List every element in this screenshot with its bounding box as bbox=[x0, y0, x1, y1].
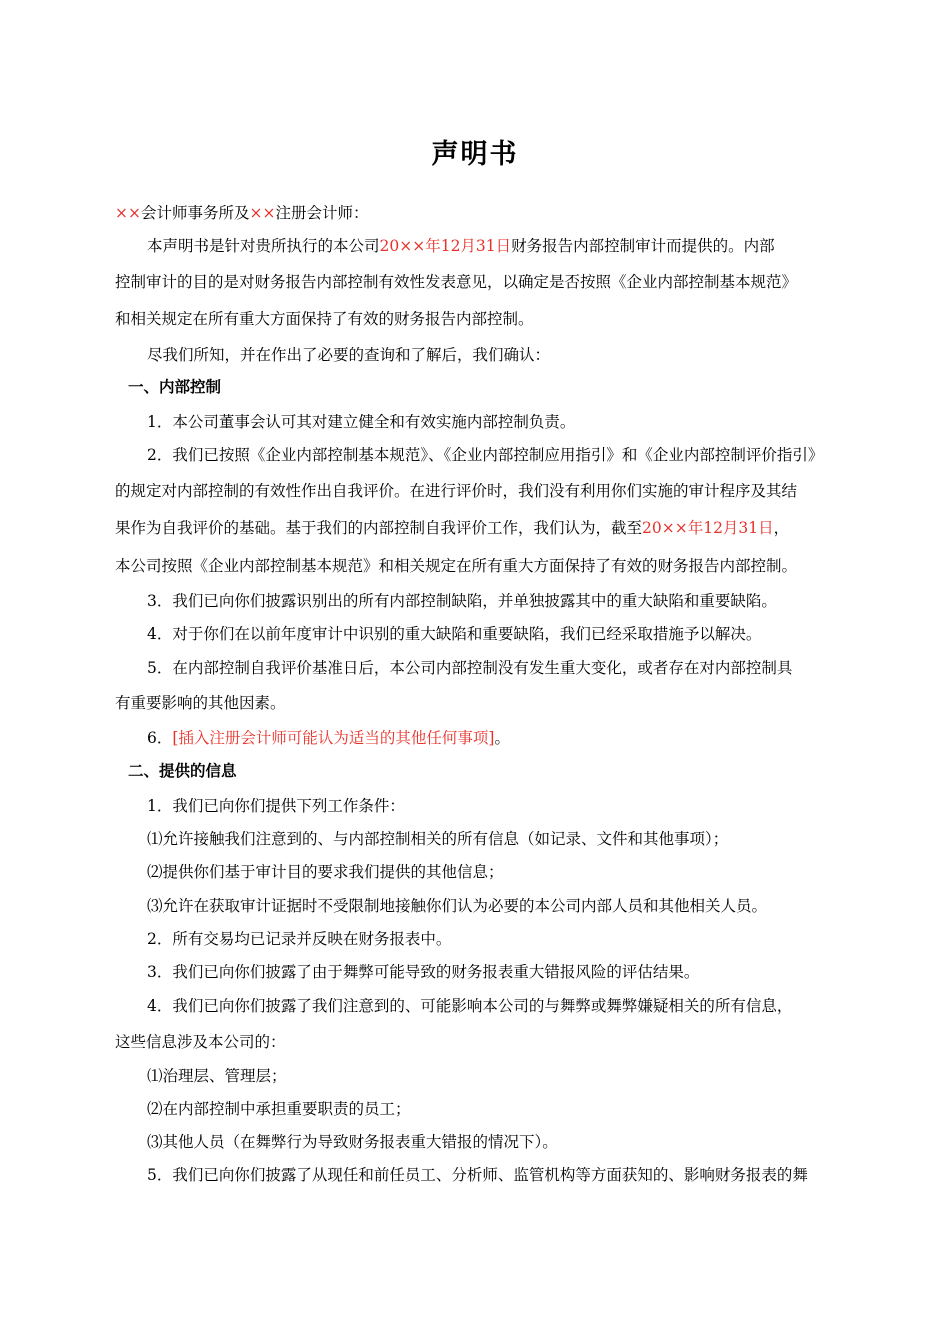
list-item: 1．我们已向你们提供下列工作条件： bbox=[147, 797, 405, 815]
intro-paragraph-line bbox=[147, 236, 840, 256]
section-heading-information-provided: 二、提供的信息 bbox=[128, 762, 237, 780]
intro-date: 20××年12月31日 bbox=[379, 237, 512, 255]
list-item-continuation: 有重要影响的其他因素。 bbox=[115, 694, 286, 712]
sub-list-item: ⑵在内部控制中承担重要职责的员工； bbox=[147, 1100, 411, 1118]
item-text: 果作为自我评价的基础。基于我们的内部控制自我评价工作，我们认为，截至 bbox=[115, 519, 643, 537]
sub-list-item: ⑴允许接触我们注意到的、与内部控制相关的所有信息（如记录、文件和其他事项）； bbox=[147, 830, 729, 848]
salutation-text: 会计师事务所及 bbox=[140, 204, 250, 222]
list-item: 3．我们已向你们披露识别出的所有内部控制缺陷，并单独披露其中的重大缺陷和重要缺陷。 bbox=[147, 592, 777, 610]
item-number: 6． bbox=[147, 729, 173, 747]
list-item: 2．我们已按照《企业内部控制基本规范》、《企业内部控制应用指引》和《企业内部控制评价指引》 bbox=[147, 446, 824, 464]
cutoff-date: 20××年12月31日 bbox=[642, 519, 774, 537]
list-item: 5．我们已向你们披露了从现任和前任员工、分析师、监管机构等方面获知的、影响财务报表的舞 bbox=[147, 1166, 808, 1184]
list-item bbox=[147, 728, 840, 748]
list-item: 5．在内部控制自我评价基准日后，本公司内部控制没有发生重大变化，或者存在对内部控制具 bbox=[147, 659, 793, 677]
list-item: 1．本公司董事会认可其对建立健全和有效实施内部控制负责。 bbox=[147, 413, 576, 431]
list-item-continuation: 这些信息涉及本公司的： bbox=[115, 1033, 286, 1051]
sub-list-item: ⑶其他人员（在舞弊行为导致财务报表重大错报的情况下）。 bbox=[147, 1133, 558, 1151]
salutation-suffix: 注册会计师： bbox=[275, 204, 369, 222]
intro-text: 本声明书是针对贵所执行的本公司 bbox=[147, 237, 380, 255]
sub-list-item: ⑶允许在获取审计证据时不受限制地接触你们认为必要的本公司内部人员和其他相关人员。 bbox=[147, 897, 768, 915]
item-text-end: ， bbox=[773, 519, 790, 537]
sub-list-item: ⑵提供你们基于审计目的要求我们提供的其他信息； bbox=[147, 863, 504, 881]
intro-confirmation: 尽我们所知，并在作出了必要的查询和了解后，我们确认： bbox=[147, 346, 551, 364]
sub-list-item: ⑴治理层、管理层； bbox=[147, 1067, 287, 1085]
item-text-end: 。 bbox=[494, 729, 510, 747]
intro-text-end: 财务报告内部控制审计而提供的。内部 bbox=[511, 237, 775, 255]
salutation-cpa-placeholder: ×× bbox=[249, 204, 276, 222]
list-item: 4．我们已向你们披露了我们注意到的、可能影响本公司的与舞弊或舞弊嫌疑相关的所有信息， bbox=[147, 997, 793, 1015]
insert-placeholder: [插入注册会计师可能认为适当的其他任何事项] bbox=[172, 729, 495, 747]
list-item: 4．对于你们在以前年度审计中识别的重大缺陷和重要缺陷，我们已经采取措施予以解决。 bbox=[147, 625, 762, 643]
list-item-continuation: 的规定对内部控制的有效性作出自我评价。在进行评价时，我们没有利用你们实施的审计程序及其结 bbox=[115, 482, 798, 500]
intro-paragraph-line: 和相关规定在所有重大方面保持了有效的财务报告内部控制。 bbox=[115, 310, 534, 328]
section-heading-internal-control: 一、内部控制 bbox=[128, 378, 222, 396]
salutation-firm-placeholder: ×× bbox=[115, 204, 141, 222]
list-item-continuation bbox=[115, 518, 840, 538]
salutation bbox=[115, 203, 840, 223]
page-title: 声明书 bbox=[431, 139, 519, 170]
list-item: 3．我们已向你们披露了由于舞弊可能导致的财务报表重大错报风险的评估结果。 bbox=[147, 963, 700, 981]
intro-paragraph-line: 控制审计的目的是对财务报告内部控制有效性发表意见，以确定是否按照《企业内部控制基本规范》 bbox=[115, 273, 798, 291]
list-item-continuation: 本公司按照《企业内部控制基本规范》和相关规定在所有重大方面保持了有效的财务报告内部控制。 bbox=[115, 557, 798, 575]
list-item: 2．所有交易均已记录并反映在财务报表中。 bbox=[147, 930, 452, 948]
